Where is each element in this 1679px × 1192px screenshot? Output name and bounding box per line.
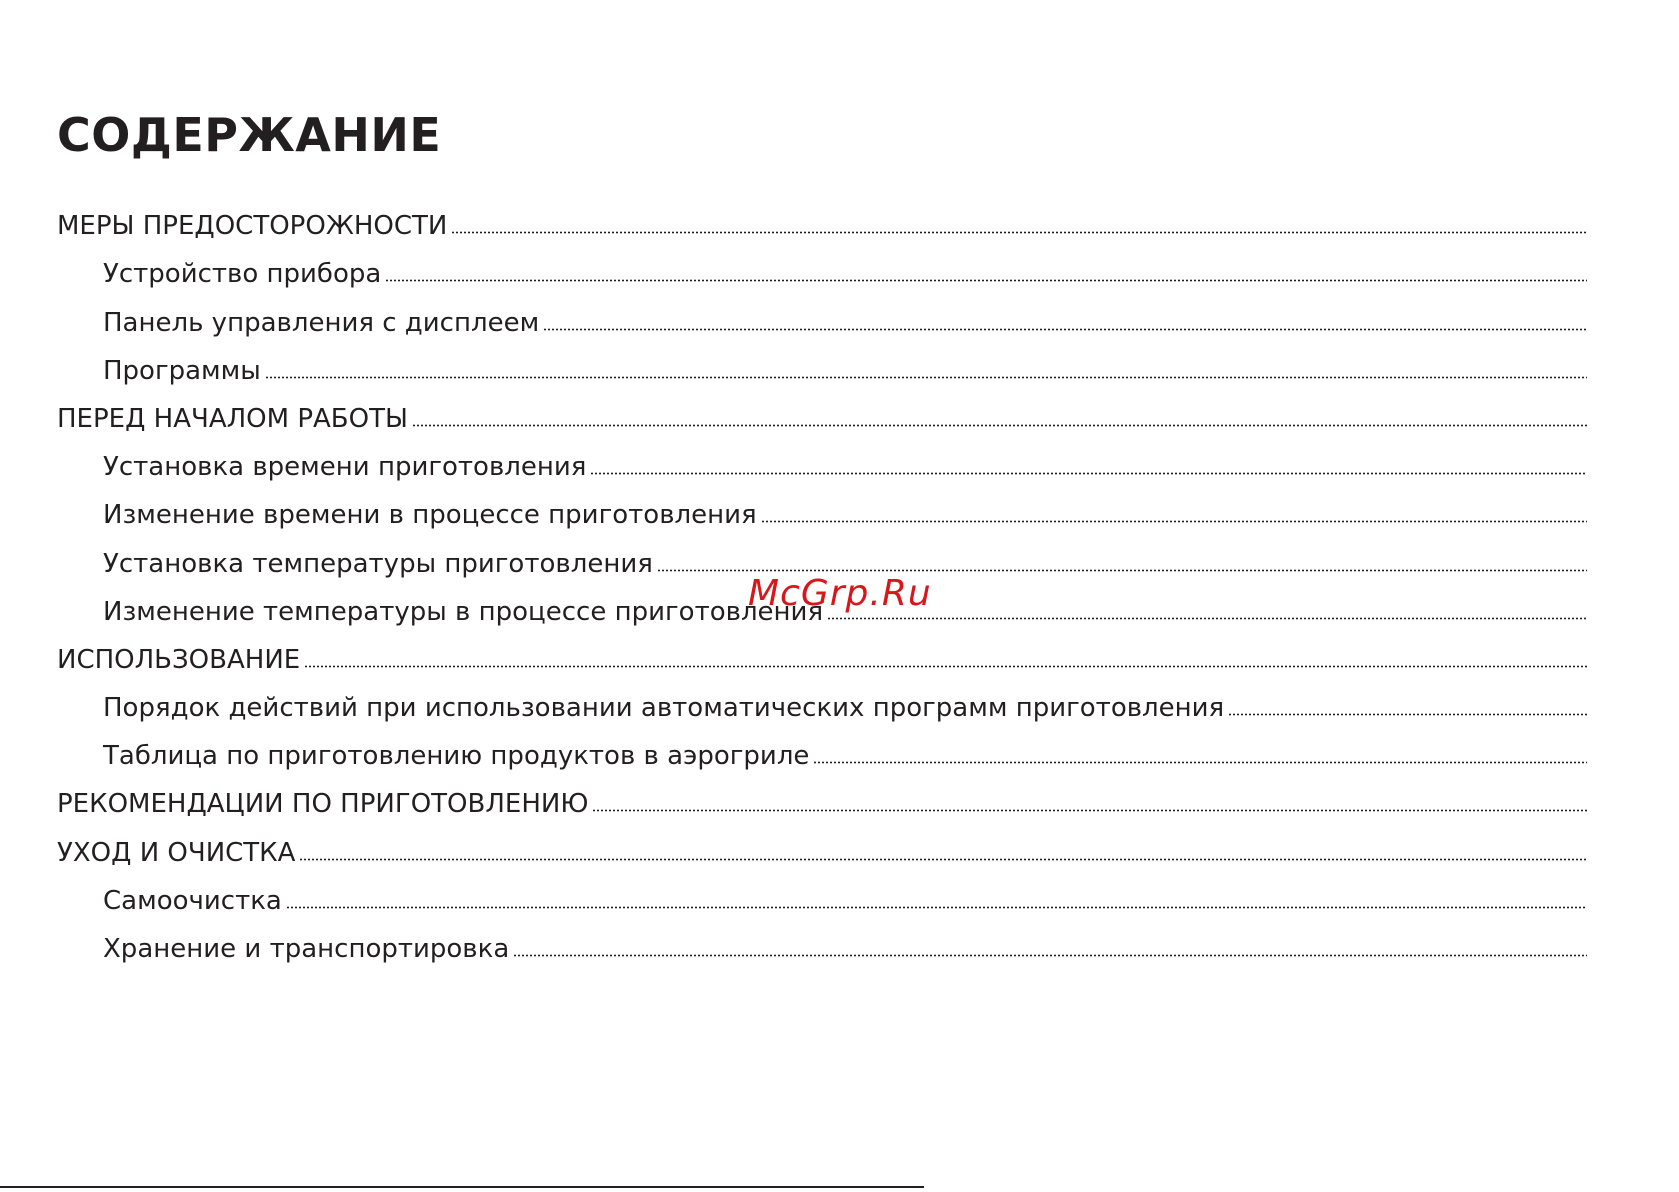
dot-leader (299, 858, 1587, 861)
toc-entry-label: Устройство прибора (103, 259, 382, 290)
toc-entry-label: Порядок действий при использовании автоматических программ приготовления (103, 693, 1225, 724)
toc-entry-label: Таблица по приготовлению продуктов в аэрогриле (103, 741, 810, 772)
toc-entry-label: ИСПОЛЬЗОВАНИЕ (57, 644, 301, 675)
dot-leader (813, 761, 1587, 764)
dot-leader (412, 424, 1587, 427)
watermark: McGrp.Ru (748, 573, 932, 614)
toc-entry-label: Панель управления с дисплеем (103, 307, 540, 338)
dot-leader (286, 906, 1587, 909)
dot-leader (590, 472, 1587, 475)
toc-entry-programs[interactable] (57, 339, 1587, 387)
toc-entry-label: Установка времени приготовления (103, 452, 587, 483)
toc-entry-label: ПЕРЕД НАЧАЛОМ РАБОТЫ (57, 403, 408, 434)
dot-leader (304, 665, 1587, 668)
toc-entry-label: Хранение и транспортировка (103, 934, 510, 964)
toc-entry-cooking-table[interactable] (57, 724, 1587, 772)
toc-entry-label: Программы (103, 355, 261, 386)
toc-entry-auto-programs[interactable] (57, 676, 1587, 724)
dot-leader (592, 809, 1587, 812)
toc-entry-before-start[interactable] (57, 387, 1587, 435)
toc-entry-recommendations[interactable] (57, 772, 1587, 820)
dot-leader (543, 328, 1587, 331)
toc-entry-storage-transport[interactable] (57, 917, 1587, 965)
footnote-rule (0, 1186, 924, 1188)
toc-entry-self-cleaning[interactable] (57, 869, 1587, 917)
toc-entry-control-panel[interactable] (57, 290, 1587, 338)
toc-entry-label: УХОД И ОЧИСТКА (57, 837, 296, 868)
toc-entry-precautions[interactable] (57, 194, 1587, 242)
dot-leader (513, 954, 1587, 957)
dot-leader (265, 376, 1587, 379)
toc-entry-label: Установка температуры приготовления (103, 548, 653, 579)
toc-entry-usage[interactable] (57, 628, 1587, 676)
dot-leader (385, 279, 1587, 282)
toc-entry-device-structure[interactable] (57, 242, 1587, 290)
toc-entry-set-time[interactable] (57, 435, 1587, 483)
dot-leader (761, 520, 1587, 523)
dot-leader (1228, 713, 1587, 716)
toc-entry-care-cleaning[interactable] (57, 820, 1587, 868)
dot-leader (657, 569, 1587, 572)
page-title: СОДЕРЖАНИЕ (57, 108, 442, 162)
dot-leader (827, 617, 1587, 620)
toc-entry-label: МЕРЫ ПРЕДОСТОРОЖНОСТИ (57, 211, 448, 242)
dot-leader (451, 231, 1587, 234)
toc-entry-label: РЕКОМЕНДАЦИИ ПО ПРИГОТОВЛЕНИЮ (57, 789, 589, 820)
toc-entry-label: Изменение времени в процессе приготовления (103, 500, 757, 531)
toc-entry-change-time[interactable] (57, 483, 1587, 531)
toc-entry-label: Самоочистка (103, 885, 282, 916)
toc-entry-label: Изменение температуры в процессе приготовления (103, 596, 824, 627)
